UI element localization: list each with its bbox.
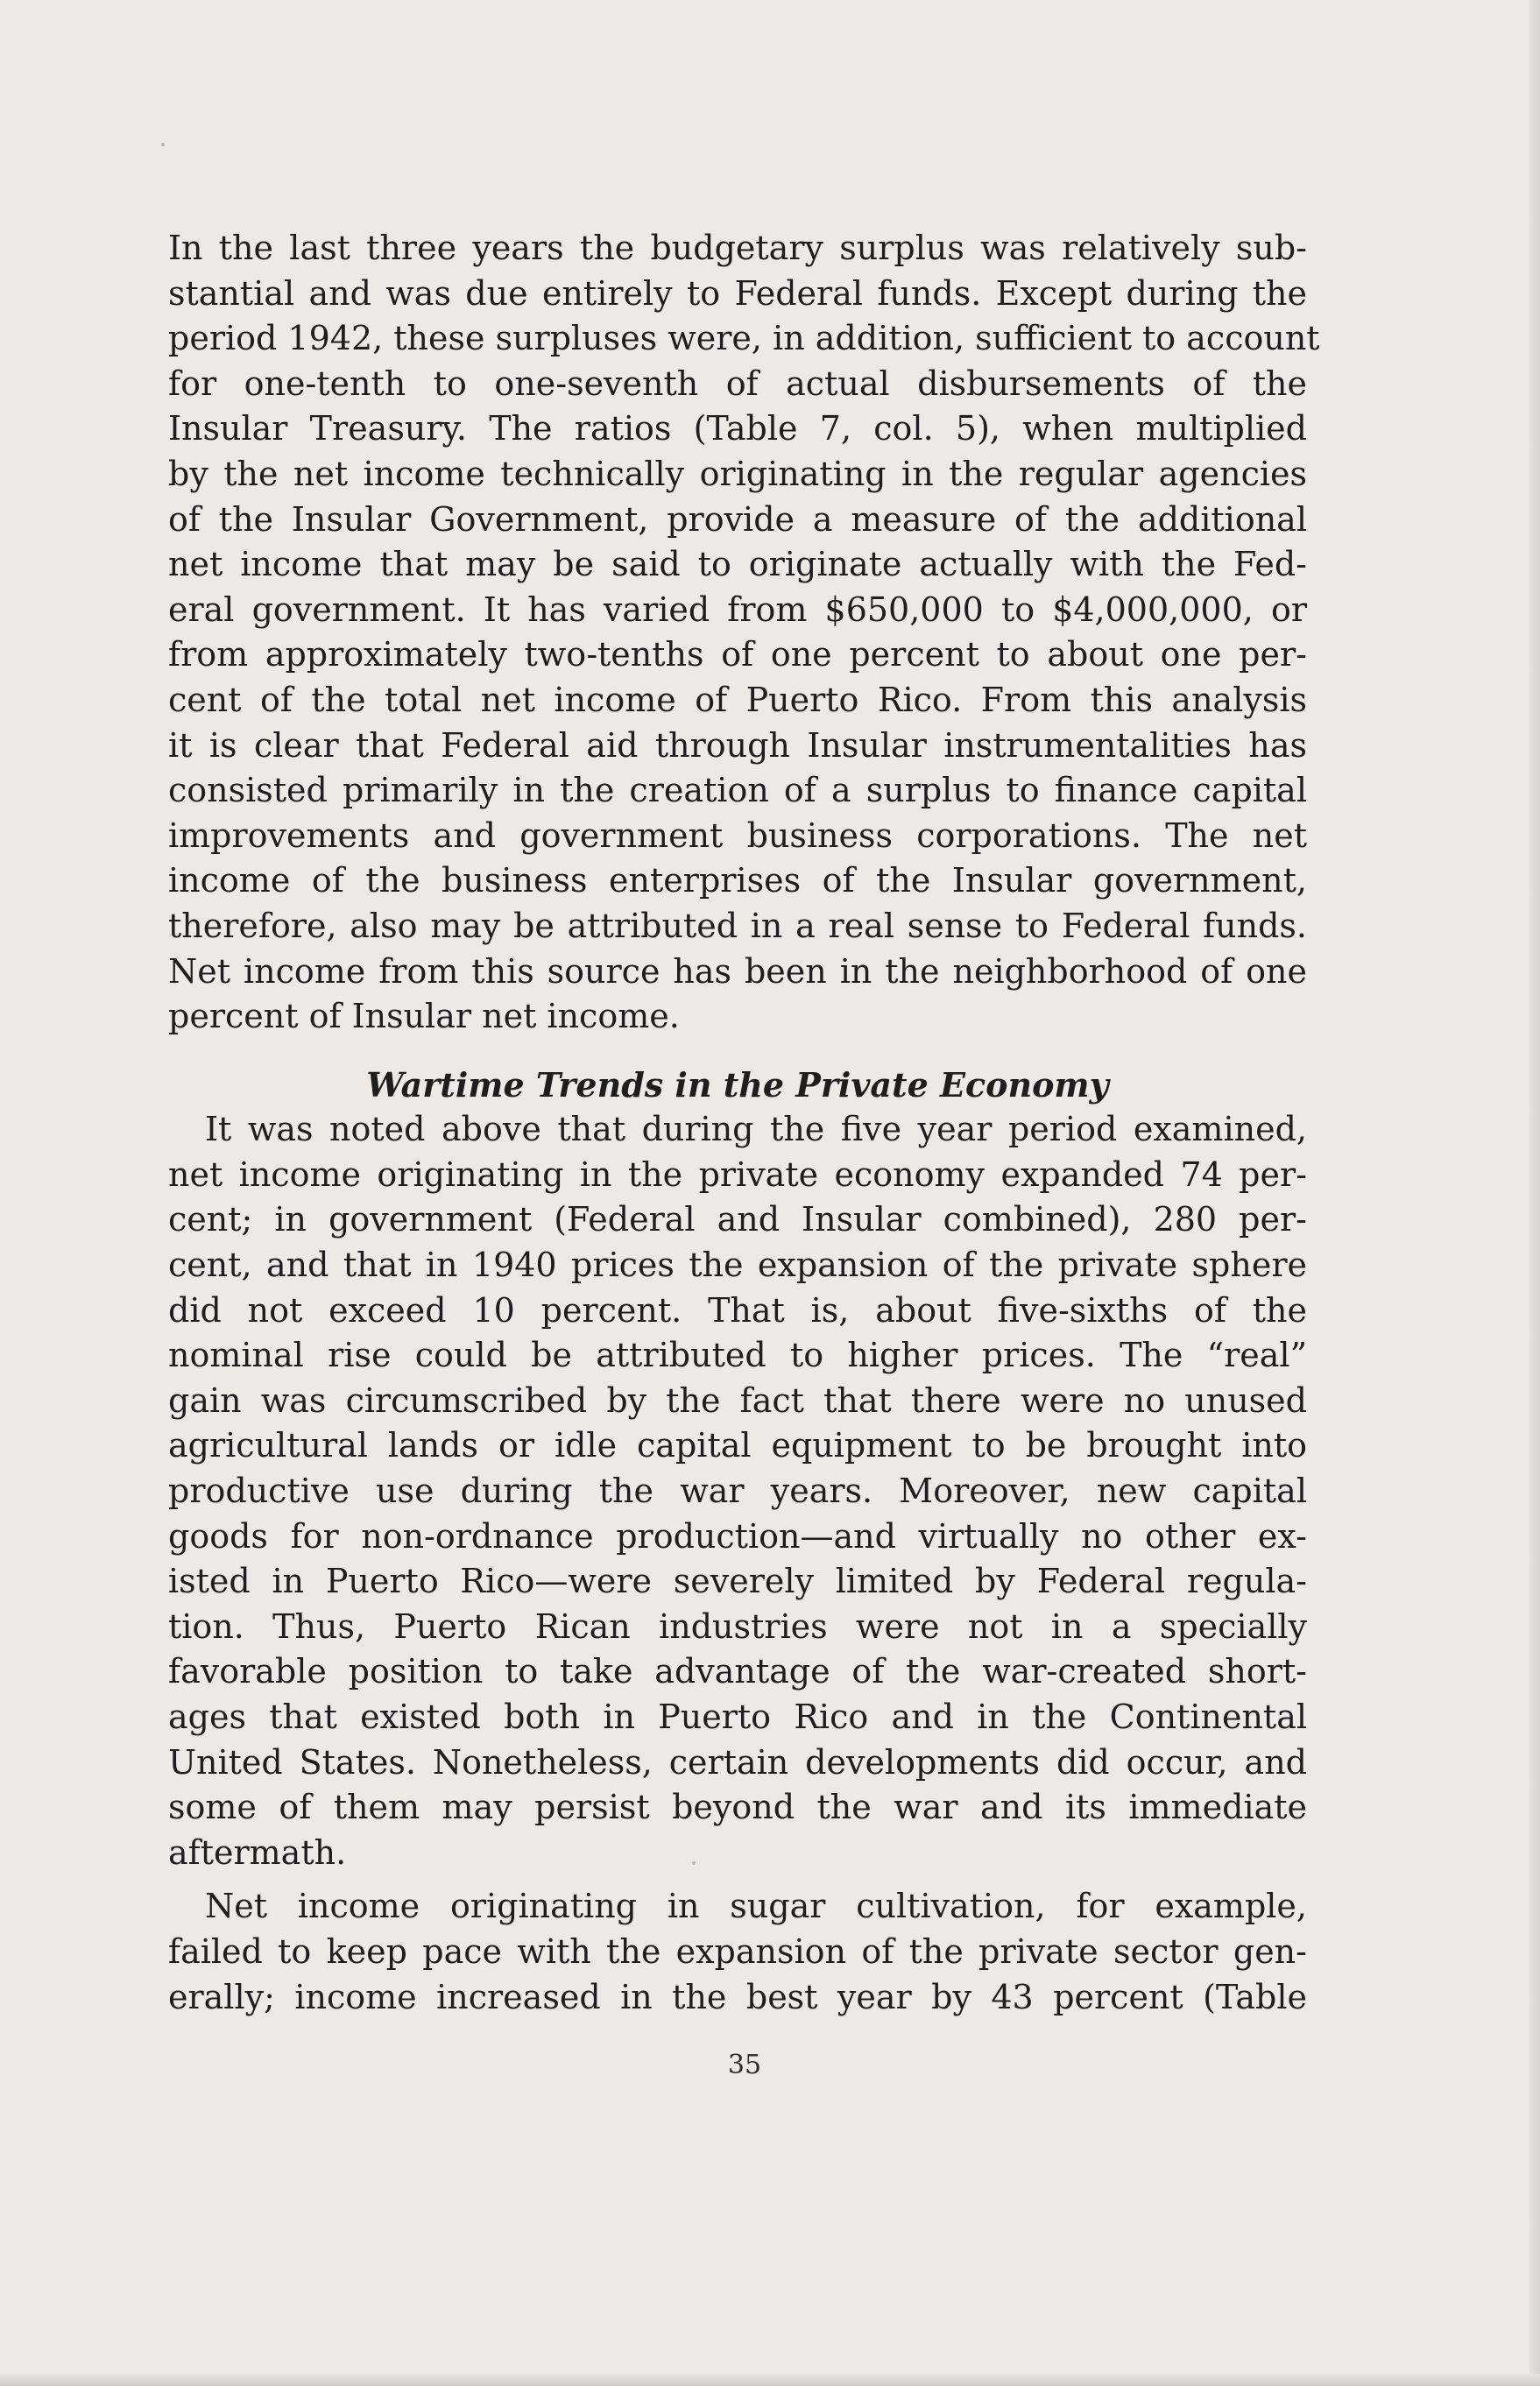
text-line: It was noted above that during the five year period examined,: [205, 1110, 1307, 1149]
body-text: [168, 226, 1320, 2020]
text-line: Insular Treasury. The ratios (Table 7, col. 5), when multiplied: [168, 409, 1307, 448]
text-line: isted in Puerto Rico—were severely limited by Federal regula-: [168, 1562, 1307, 1601]
text-line: period 1942, these surpluses were, in addition, sufficient to account: [168, 319, 1320, 358]
text-line: agricultural lands or idle capital equipment to be brought into: [168, 1426, 1307, 1465]
page-number: 35: [727, 2050, 762, 2080]
page-edge-bottom: [0, 2374, 1540, 2386]
text-line: therefore, also may be attributed in a real sense to Federal funds.: [168, 906, 1307, 945]
text-line: cent of the total net income of Puerto Rico. From this analysis: [168, 680, 1307, 719]
text-line: ages that existed both in Puerto Rico and in the Continental: [168, 1698, 1307, 1736]
text-line: eral government. It has varied from $650,000 to $4,000,000, or: [168, 589, 1307, 629]
text-line: erally; income increased in the best year by 43 percent (Table: [168, 1977, 1307, 2016]
text-line: aftermath.: [168, 1832, 347, 1872]
text-line: net income that may be said to originate actually with the Fed-: [168, 545, 1307, 584]
text-line: tion. Thus, Puerto Rican industries were not in a specially: [168, 1606, 1307, 1646]
text-line: income of the business enterprises of the Insular government,: [168, 861, 1307, 900]
text-line: stantial and was due entirely to Federal funds. Except during the: [168, 273, 1307, 313]
text-line: for one-tenth to one-seventh of actual disbursements of the: [168, 364, 1307, 403]
text-line: productive use during the war years. Moreover, new capital: [168, 1472, 1307, 1511]
text-line: did not exceed 10 percent. That is, about five-sixths of the: [168, 1290, 1307, 1330]
text-line: Net income originating in sugar cultivation, for example,: [205, 1887, 1307, 1926]
page-edge-right: [1529, 0, 1540, 2386]
text-line: In the last three years the budgetary surplus was relatively sub-: [168, 229, 1307, 267]
text-line: nominal rise could be attributed to higher prices. The “real”: [168, 1336, 1307, 1375]
text-line: cent; in government (Federal and Insular combined), 280 per-: [168, 1200, 1307, 1239]
text-line: of the Insular Government, provide a measure of the additional: [168, 499, 1307, 539]
heading-spacer: [168, 1040, 1307, 1062]
paragraph-wartime-trends: [168, 1107, 1307, 1875]
text-line: United States. Nonetheless, certain developments did occur, and: [168, 1742, 1307, 1782]
text-line: failed to keep pace with the expansion of the private sector gen-: [168, 1931, 1307, 1971]
text-line: Net income from this source has been in the neighborhood of one: [168, 951, 1307, 991]
text-line: cent, and that in 1940 prices the expansion of the private sphere: [168, 1246, 1307, 1285]
paragraph-budget-surplus: [168, 226, 1320, 1040]
text-line: favorable position to take advantage of the war-created short-: [168, 1652, 1307, 1691]
text-line: from approximately two-tenths of one percent to about one per-: [168, 635, 1307, 674]
text-line: improvements and government business corporations. The net: [168, 815, 1307, 855]
paragraph-sugar-cultivation: [168, 1884, 1307, 2020]
text-line: percent of Insular net income.: [168, 997, 680, 1036]
text-line: goods for non-ordnance production—and virtually no other ex-: [168, 1516, 1307, 1556]
section-heading: Wartime Trends in the Private Economy: [366, 1064, 1109, 1105]
text-line: consisted primarily in the creation of a surplus to finance capital: [168, 771, 1307, 810]
text-line: by the net income technically originating in the regular agencies: [168, 454, 1307, 493]
text-line: net income originating in the private economy expanded 74 per-: [168, 1154, 1307, 1194]
text-line: gain was circumscribed by the fact that there were no unused: [168, 1380, 1307, 1420]
text-line: some of them may persist beyond the war and its immediate: [168, 1788, 1307, 1827]
paragraph-spacer: [168, 1875, 1307, 1884]
text-line: it is clear that Federal aid through Insular instrumentalities has: [168, 725, 1307, 765]
paper-speck: [161, 143, 165, 146]
